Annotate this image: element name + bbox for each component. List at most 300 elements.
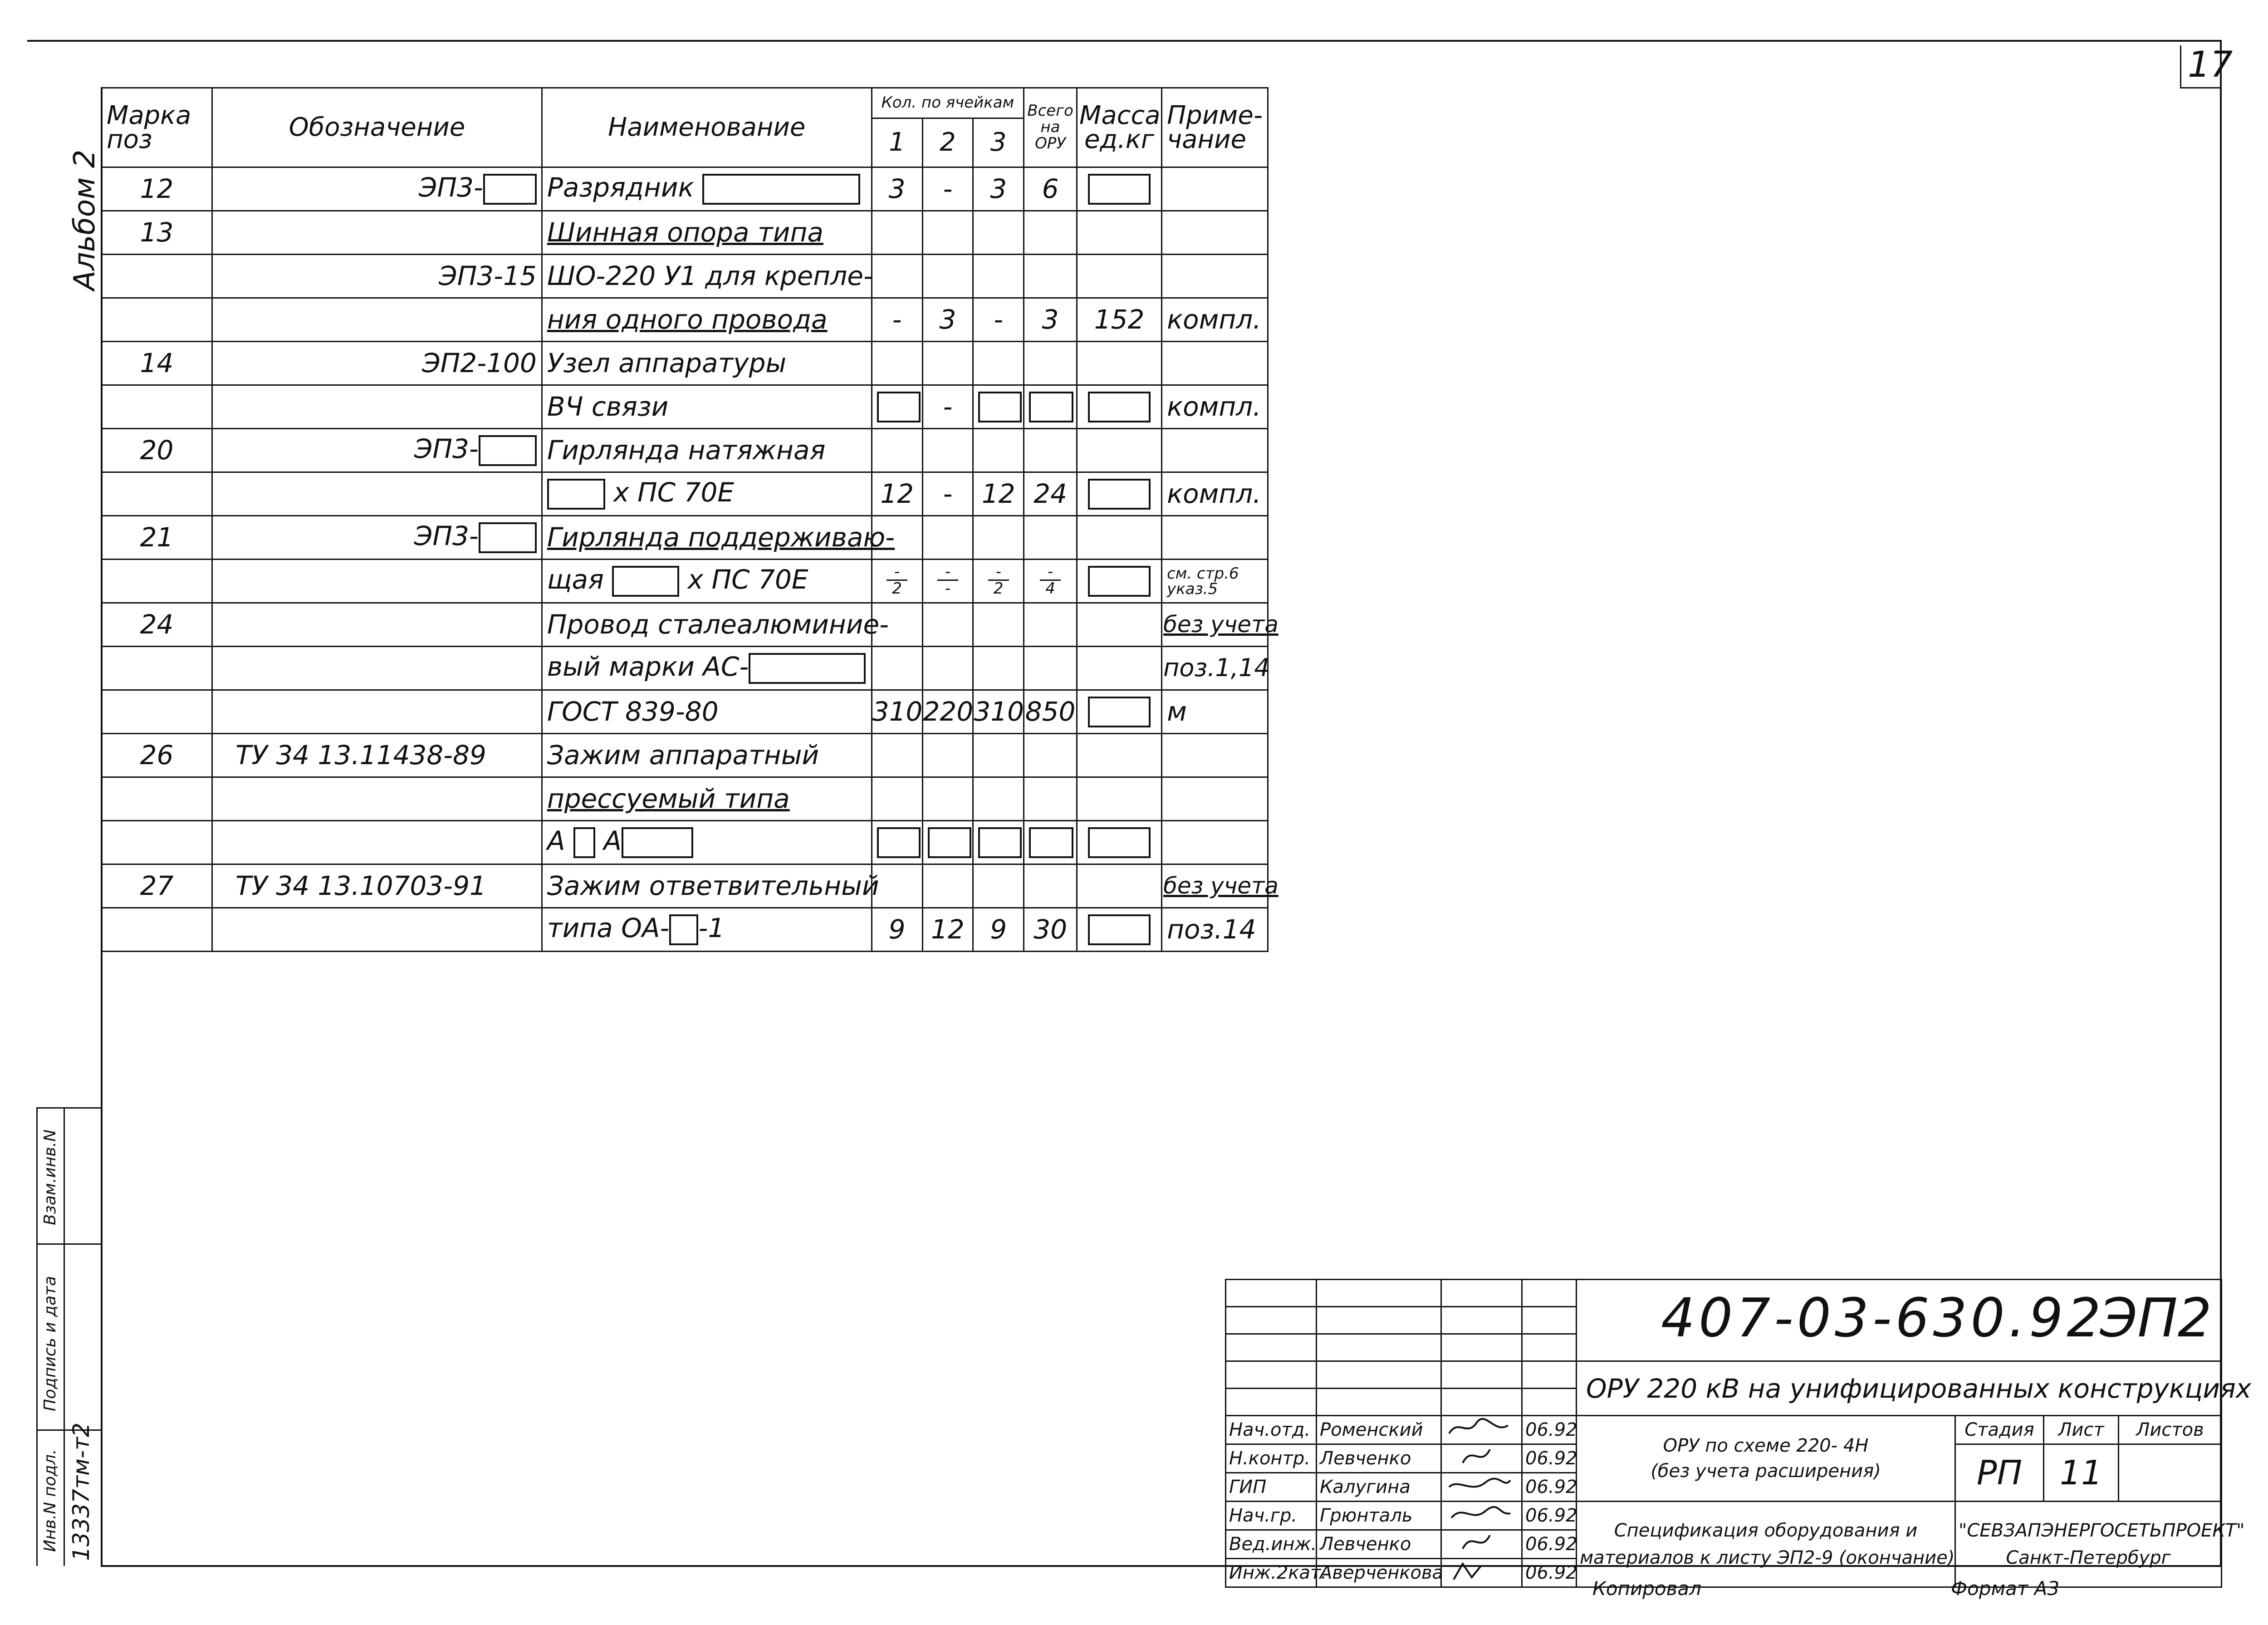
header-name: Наименование: [542, 88, 872, 167]
cell-total: [1024, 385, 1077, 429]
cell-q2: -: [922, 472, 973, 516]
person-name: Аверченкова: [1317, 1559, 1441, 1587]
stamp-empty-cell: [1441, 1389, 1522, 1416]
cell-mark: 12: [102, 167, 212, 211]
title-block: [1225, 1279, 2252, 1588]
cell-note: [1162, 255, 1268, 298]
cell-mass: [1077, 864, 1162, 908]
cell-designation: [212, 472, 542, 516]
cell-mass: [1077, 734, 1162, 777]
org-cell: [1955, 1502, 2245, 1587]
name-text: х ПС 70Е: [687, 564, 808, 595]
cell-note: компл.: [1162, 472, 1268, 516]
side-stamp-outer: [36, 1107, 38, 1566]
blank-box: [928, 827, 971, 858]
cell-q1: [872, 342, 922, 385]
cell-total: 30: [1024, 908, 1077, 952]
stamp-empty-cell: [1226, 1361, 1317, 1389]
scheme-subtitle: (без учета расширения): [1651, 1461, 1881, 1482]
signature-mark: [1445, 1502, 1513, 1525]
cell-total: 850: [1024, 690, 1077, 734]
cell-q3: 310: [973, 690, 1024, 734]
person-signature: [1441, 1416, 1522, 1444]
person-date: 06.92: [1522, 1559, 1577, 1587]
cell-note: [1162, 429, 1268, 472]
cell-name: Провод сталеалюминие-: [542, 603, 872, 647]
stamp-empty-cell: [1441, 1361, 1522, 1389]
cell-q1: [872, 211, 922, 255]
header-total: Всего на ОРУ: [1024, 88, 1077, 167]
cell-q3: [973, 734, 1024, 777]
cell-total: [1024, 342, 1077, 385]
cell-q3: [973, 255, 1024, 298]
blank-box: [622, 827, 693, 858]
fraction-value: 4: [1045, 579, 1055, 598]
table-row: [102, 429, 1268, 472]
cell-q2: [922, 864, 973, 908]
cell-designation: [212, 777, 542, 821]
cell-mass: 152: [1077, 298, 1162, 342]
person-signature: [1441, 1444, 1522, 1473]
format-label: Формат А3: [1951, 1577, 2060, 1600]
name-text: х ПС 70Е: [613, 476, 735, 508]
sheet-value: 11: [2044, 1444, 2119, 1502]
cell-note: компл.: [1162, 385, 1268, 429]
sheets-value: [2119, 1444, 2222, 1502]
person-role: Вед.инж.: [1226, 1530, 1317, 1559]
cell-q1: 3: [872, 167, 922, 211]
page-number-box-bottom: [2180, 87, 2222, 88]
cell-mass: [1077, 647, 1162, 690]
cell-mark: 13: [102, 211, 212, 255]
blank-box: [573, 827, 595, 858]
blank-box: [479, 435, 537, 466]
table-row: [102, 908, 1268, 952]
name-text: А: [547, 825, 565, 856]
blank-box: [877, 392, 921, 422]
cell-name: [542, 821, 872, 864]
cell-q2: -: [922, 167, 973, 211]
table-row: [102, 603, 1268, 647]
person-signature: [1441, 1530, 1522, 1559]
cell-mass: [1077, 255, 1162, 298]
side-stamp-mid: [64, 1107, 65, 1566]
table-row: [102, 298, 1268, 342]
cell-designation: [212, 429, 542, 472]
cell-designation: ЭП3-15: [212, 255, 542, 298]
signature-mark: [1445, 1559, 1513, 1582]
page-number: 17: [2188, 44, 2233, 85]
cell-mark: 21: [102, 516, 212, 560]
cell-name: Зажим аппаратный: [542, 734, 872, 777]
cell-total: 24: [1024, 472, 1077, 516]
side-inv-no-label: Инв.N подл.: [41, 1449, 59, 1552]
table-row: [102, 560, 1268, 603]
cell-note: компл.: [1162, 298, 1268, 342]
person-name: Грюнталь: [1317, 1502, 1441, 1530]
cell-total: [1024, 516, 1077, 560]
signature-mark: [1445, 1531, 1513, 1553]
name-text: вый марки АС-: [547, 651, 749, 682]
header-qty-1: 1: [872, 118, 922, 167]
cell-q1: [872, 864, 922, 908]
stamp-empty-cell: [1226, 1389, 1317, 1416]
cell-q2: [922, 255, 973, 298]
project-title: ОРУ 220 кВ на унифицированных конструкциях: [1577, 1361, 2222, 1416]
blank-box: [1029, 827, 1073, 858]
person-role: Инж.2кат.: [1226, 1559, 1317, 1587]
cell-q3: -: [973, 298, 1024, 342]
cell-mark: 26: [102, 734, 212, 777]
cell-total: [1024, 734, 1077, 777]
cell-note: [1162, 342, 1268, 385]
designation-text: ЭП3-: [418, 172, 483, 203]
spec-title: Спецификация оборудования и: [1614, 1520, 1918, 1541]
stamp-empty-cell: [1317, 1334, 1441, 1361]
blank-box: [1088, 479, 1151, 510]
sheet-code: ЭП2: [2100, 1286, 2212, 1349]
cell-mass: [1077, 167, 1162, 211]
blank-box: [1088, 914, 1151, 945]
table-row: [102, 342, 1268, 385]
person-name: Роменский: [1317, 1416, 1441, 1444]
cell-mark: [102, 908, 212, 952]
table-row: [102, 255, 1268, 298]
cell-q3: [973, 211, 1024, 255]
cell-designation: [212, 167, 542, 211]
cell-name: Гирлянда натяжная: [542, 429, 872, 472]
cell-q3: 9: [973, 908, 1024, 952]
cell-mark: [102, 777, 212, 821]
blank-box: [1088, 392, 1151, 422]
stage-value: РП: [1955, 1444, 2044, 1502]
blank-box: [749, 653, 866, 684]
signature-mark: [1445, 1445, 1513, 1468]
sheets-label: Листов: [2119, 1416, 2222, 1444]
person-signature: [1441, 1502, 1522, 1530]
cell-mass: [1077, 821, 1162, 864]
cell-name: ВЧ связи: [542, 385, 872, 429]
person-role: Нач.гр.: [1226, 1502, 1317, 1530]
cell-q3: [973, 560, 1024, 603]
table-row: [102, 777, 1268, 821]
person-signature: [1441, 1473, 1522, 1502]
stamp-empty-cell: [1317, 1361, 1441, 1389]
cell-mark: [102, 298, 212, 342]
cell-name: Шинная опора типа: [542, 211, 872, 255]
blank-box: [1088, 827, 1151, 858]
blank-box: [479, 522, 537, 553]
person-role: Нач.отд.: [1226, 1416, 1317, 1444]
stamp-row: [1226, 1280, 2222, 1307]
cell-q3: [973, 429, 1024, 472]
cell-q2: 220: [922, 690, 973, 734]
blank-box: [877, 827, 921, 858]
table-row: [102, 385, 1268, 429]
cell-designation: [212, 298, 542, 342]
name-text: щая: [547, 564, 604, 595]
header-designation: Обозначение: [212, 88, 542, 167]
cell-designation: [212, 516, 542, 560]
cell-designation: [212, 647, 542, 690]
table-row: [102, 821, 1268, 864]
cell-q3: [973, 647, 1024, 690]
cell-designation: [212, 690, 542, 734]
cell-q3: [973, 516, 1024, 560]
person-date: 06.92: [1522, 1416, 1577, 1444]
signature-mark: [1445, 1473, 1513, 1496]
table-row: [102, 167, 1268, 211]
blank-box: [483, 174, 537, 205]
cell-name: Зажим ответвительный: [542, 864, 872, 908]
cell-q1: [872, 777, 922, 821]
cell-name: [542, 908, 872, 952]
cell-total: [1024, 211, 1077, 255]
blank-box: [978, 392, 1022, 422]
side-sign-date-label: Подпись и дата: [41, 1276, 59, 1411]
cell-mass: [1077, 908, 1162, 952]
cell-name: [542, 560, 872, 603]
cell-total: [1024, 864, 1077, 908]
cell-name: ния одного провода: [542, 298, 872, 342]
cell-name: прессуемый типа: [542, 777, 872, 821]
cell-q1: -: [872, 298, 922, 342]
sheet-label: Лист: [2044, 1416, 2119, 1444]
cell-note: [1162, 516, 1268, 560]
cell-q1: 310: [872, 690, 922, 734]
person-name: Левченко: [1317, 1530, 1441, 1559]
cell-q2: -: [922, 385, 973, 429]
cell-designation: [212, 603, 542, 647]
blank-box: [978, 827, 1022, 858]
cell-mass: [1077, 342, 1162, 385]
cell-q2: [922, 560, 973, 603]
stamp-empty-cell: [1522, 1307, 1577, 1334]
person-role: ГИП: [1226, 1473, 1317, 1502]
stamp-empty-cell: [1226, 1307, 1317, 1334]
cell-designation: [212, 908, 542, 952]
table-row: [102, 516, 1268, 560]
cell-name: [542, 472, 872, 516]
blank-box: [1029, 392, 1073, 422]
cell-mass: [1077, 516, 1162, 560]
scheme-cell: [1577, 1416, 1955, 1502]
header-note: Приме- чание: [1162, 88, 1268, 167]
cell-designation: [212, 821, 542, 864]
cell-name: ШО-220 У1 для крепле-: [542, 255, 872, 298]
cell-q2: [922, 429, 973, 472]
cell-q2: [922, 647, 973, 690]
cell-total: [1024, 603, 1077, 647]
person-date: 06.92: [1522, 1502, 1577, 1530]
stamp-empty-cell: [1522, 1280, 1577, 1307]
cell-mass: [1077, 560, 1162, 603]
side-stamp-top: [36, 1107, 102, 1109]
stamp-row: [1226, 1361, 2222, 1389]
cell-q3: [973, 603, 1024, 647]
org-city: Санкт-Петербург: [2006, 1547, 2171, 1568]
cell-q1: [872, 821, 922, 864]
stamp-empty-cell: [1317, 1280, 1441, 1307]
stage-label: Стадия: [1955, 1416, 2044, 1444]
specification-table: [101, 87, 1279, 952]
table-row: [102, 864, 1268, 908]
name-text: типа ОА-: [547, 912, 670, 943]
blank-box: [1088, 697, 1151, 727]
cell-designation: ТУ 34 13.11438-89: [212, 734, 542, 777]
cell-total: 3: [1024, 298, 1077, 342]
stamp-empty-cell: [1317, 1389, 1441, 1416]
cell-q3: [973, 864, 1024, 908]
frame-top-line: [27, 40, 2221, 42]
fraction: $\frac{-}{-}$: [937, 564, 958, 596]
blank-box: [702, 174, 860, 205]
cell-note: без учета: [1162, 603, 1268, 647]
cell-total: [1024, 560, 1077, 603]
cell-mark: 27: [102, 864, 212, 908]
name-text: А: [603, 825, 622, 856]
copied-label: Копировал: [1592, 1577, 1701, 1600]
designation-text: ЭП3-: [414, 520, 479, 551]
stamp-empty-cell: [1522, 1334, 1577, 1361]
cell-q3: [973, 385, 1024, 429]
cell-q2: [922, 342, 973, 385]
cell-designation: ТУ 34 13.10703-91: [212, 864, 542, 908]
cell-q3: 3: [973, 167, 1024, 211]
cell-q2: [922, 603, 973, 647]
cell-note: [1162, 777, 1268, 821]
name-text: Разрядник: [547, 172, 694, 203]
cell-note: поз.1,14: [1162, 647, 1268, 690]
header-qty-2: 2: [922, 118, 973, 167]
cell-q2: [922, 516, 973, 560]
cell-note: поз.14: [1162, 908, 1268, 952]
page-number-box-left: [2180, 45, 2181, 88]
cell-q1: 12: [872, 472, 922, 516]
cell-q1: [872, 560, 922, 603]
spec-cell: [1577, 1502, 1955, 1587]
header-qty-group: Кол. по ячейкам: [872, 88, 1024, 118]
cell-mass: [1077, 429, 1162, 472]
fraction-value: 2: [892, 579, 902, 598]
stamp-row: [1226, 1502, 2222, 1530]
cell-mark: 20: [102, 429, 212, 472]
stamp-row: [1226, 1416, 2222, 1444]
cell-mark: [102, 560, 212, 603]
cell-designation: [212, 385, 542, 429]
cell-name: Узел аппаратуры: [542, 342, 872, 385]
cell-q2: [922, 821, 973, 864]
side-stamp-div1: [36, 1243, 102, 1245]
signature-mark: [1445, 1416, 1513, 1439]
stamp-empty-cell: [1441, 1334, 1522, 1361]
cell-note: без учета: [1162, 864, 1268, 908]
cell-mark: [102, 472, 212, 516]
spec-subtitle: материалов к листу ЭП2-9 (окончание): [1580, 1547, 1955, 1568]
cell-mass: [1077, 690, 1162, 734]
cell-name: Гирлянда поддерживаю-: [542, 516, 872, 560]
header-mass: Масса ед.кг: [1077, 88, 1162, 167]
cell-note: см. стр.6 указ.5: [1162, 560, 1268, 603]
stamp-empty-cell: [1441, 1307, 1522, 1334]
cell-designation: [212, 211, 542, 255]
cell-total: [1024, 255, 1077, 298]
cell-total: [1024, 647, 1077, 690]
stamp-empty-cell: [1226, 1280, 1317, 1307]
stamp-empty-cell: [1226, 1334, 1317, 1361]
table-row: [102, 472, 1268, 516]
name-text: -1: [698, 912, 725, 943]
person-signature: [1441, 1559, 1522, 1587]
cell-mark: [102, 385, 212, 429]
cell-total: [1024, 821, 1077, 864]
cell-mark: 24: [102, 603, 212, 647]
designation-text: ЭП3-: [414, 433, 479, 464]
cell-name: ГОСТ 839-80: [542, 690, 872, 734]
stamp-empty-cell: [1317, 1307, 1441, 1334]
cell-q3: [973, 777, 1024, 821]
cell-total: [1024, 777, 1077, 821]
table-row: [102, 647, 1268, 690]
org-name: "СЕВЗАПЭНЕРГОСЕТЬПРОЕКТ": [1959, 1520, 2245, 1541]
fraction-value: 2: [993, 579, 1004, 598]
cell-total: 6: [1024, 167, 1077, 211]
cell-total: [1024, 429, 1077, 472]
person-role: Н.контр.: [1226, 1444, 1317, 1473]
cell-mark: [102, 647, 212, 690]
cell-q1: [872, 734, 922, 777]
cell-q1: [872, 647, 922, 690]
cell-mass: [1077, 385, 1162, 429]
cell-note: [1162, 821, 1268, 864]
side-ref-no-label: Взам.инв.N: [41, 1129, 59, 1225]
cell-q3: [973, 821, 1024, 864]
blank-box: [612, 566, 679, 597]
doc-code: 407-03-630.92: [1661, 1286, 2105, 1349]
cell-q1: [872, 385, 922, 429]
cell-q3: 12: [973, 472, 1024, 516]
cell-name: [542, 167, 872, 211]
blank-box: [1088, 174, 1151, 205]
header-row-1: [102, 88, 1268, 118]
blank-box: [669, 914, 698, 945]
cell-mass: [1077, 211, 1162, 255]
cell-q3: [973, 342, 1024, 385]
header-qty-3: 3: [973, 118, 1024, 167]
person-date: 06.92: [1522, 1473, 1577, 1502]
stamp-code-cell: [1577, 1280, 2222, 1361]
person-date: 06.92: [1522, 1530, 1577, 1559]
cell-q2: [922, 211, 973, 255]
person-name: Калугина: [1317, 1473, 1441, 1502]
cell-mass: [1077, 472, 1162, 516]
cell-q1: [872, 255, 922, 298]
cell-note: [1162, 734, 1268, 777]
album-label: Альбом 2: [68, 149, 102, 290]
cell-mark: [102, 821, 212, 864]
side-inv-value: 13337тм-т2: [68, 1423, 94, 1561]
cell-q1: 9: [872, 908, 922, 952]
fraction: $\frac{-}{2}$: [988, 564, 1009, 596]
scheme-title: ОРУ по схеме 220- 4Н: [1663, 1435, 1869, 1456]
person-name: Левченко: [1317, 1444, 1441, 1473]
stamp-empty-cell: [1522, 1361, 1577, 1389]
cell-mark: [102, 690, 212, 734]
cell-note: [1162, 211, 1268, 255]
cell-designation: [212, 560, 542, 603]
cell-designation: ЭП2-100: [212, 342, 542, 385]
cell-mass: [1077, 603, 1162, 647]
